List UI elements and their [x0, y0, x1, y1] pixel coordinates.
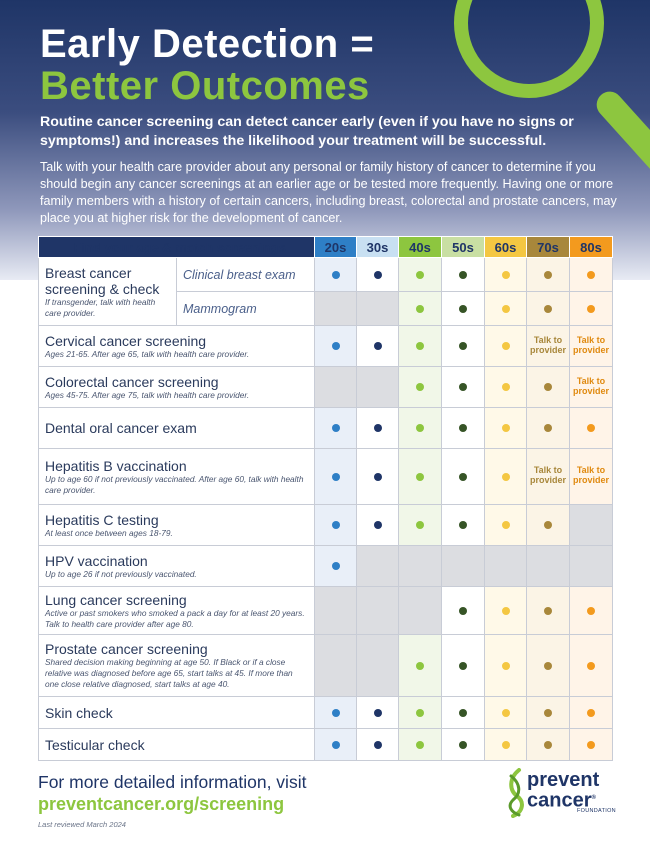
screening-note: At least once between ages 18-79. — [45, 527, 173, 538]
talk-to-provider-label: Talk to provider — [573, 465, 610, 485]
recommended-dot — [502, 662, 510, 670]
recommended-dot — [587, 662, 595, 670]
recommended-dot — [544, 424, 552, 432]
table-heading: Find your age & match screenings — [39, 237, 315, 258]
recommended-dot — [544, 741, 552, 749]
not-applicable-cell — [357, 635, 399, 697]
screening-note: Up to age 26 if not previously vaccinated. — [45, 568, 197, 579]
recommended-dot — [416, 271, 424, 279]
recommended-dot — [587, 709, 595, 717]
recommended-dot — [459, 305, 467, 313]
mammogram-label: Mammogram — [177, 292, 315, 326]
recommended-dot — [374, 521, 382, 529]
prevent-cancer-logo — [505, 768, 615, 820]
recommended-dot — [416, 709, 424, 717]
age-header-20s: 20s — [315, 237, 357, 258]
not-applicable-cell — [357, 292, 399, 326]
title-line-1: Early Detection = — [40, 22, 375, 66]
screening-note: Ages 45-75. After age 75, talk with health care provider. — [45, 389, 250, 400]
recommended-dot — [332, 342, 340, 350]
table-row — [39, 367, 613, 408]
age-header-60s: 60s — [485, 237, 527, 258]
recommended-dot — [374, 741, 382, 749]
table-row — [39, 408, 613, 449]
recommended-dot — [502, 342, 510, 350]
recommended-dot — [374, 342, 382, 350]
recommended-dot — [459, 741, 467, 749]
recommended-dot — [587, 271, 595, 279]
recommended-dot — [459, 424, 467, 432]
recommended-dot — [416, 473, 424, 481]
recommended-dot — [416, 521, 424, 529]
screening-note: Up to age 60 if not previously vaccinated. After age 60, talk with health care provider. — [45, 473, 304, 495]
recommended-dot — [544, 607, 552, 615]
recommended-dot — [374, 424, 382, 432]
table-row — [39, 635, 613, 697]
screening-note: Active or past smokers who smoked a pack a day for at least 20 years. Talk to health care provider after age 80. — [45, 607, 305, 629]
age-header-30s: 30s — [357, 237, 399, 258]
screening-name: Breast cancer screening & check — [45, 264, 160, 297]
table-row — [39, 449, 613, 505]
body-paragraph: Talk with your health care provider about any personal or family history of cancer to determine if you should begin any cancer screenings at an earlier age or be tested more frequently. Having one or more family members with a history of certain cancers, including breast, colorectal and prostate cancers, may place you at higher risk for the development of cancer. — [40, 160, 617, 225]
recommended-dot — [332, 521, 340, 529]
recommended-dot — [544, 521, 552, 529]
recommended-dot — [502, 709, 510, 717]
screening-name: Prostate cancer screening — [45, 641, 208, 657]
recommended-dot — [502, 521, 510, 529]
age-header-80s: 80s — [570, 237, 613, 258]
recommended-dot — [374, 709, 382, 717]
title-line-2: Better Outcomes — [40, 64, 370, 108]
recommended-dot — [332, 473, 340, 481]
recommended-dot — [332, 741, 340, 749]
logo-word-foundation: FOUNDATION — [577, 808, 616, 814]
recommended-dot — [459, 473, 467, 481]
recommended-dot — [587, 424, 595, 432]
breast-screening-cell — [39, 258, 177, 326]
age-header-50s: 50s — [442, 237, 485, 258]
recommended-dot — [502, 383, 510, 391]
recommended-dot — [332, 424, 340, 432]
screening-name: Hepatitis C testing — [45, 511, 159, 528]
recommended-dot — [544, 662, 552, 670]
screening-note: If transgender, talk with health care provider. — [45, 296, 156, 318]
footer-info-text: For more detailed information, visit — [38, 772, 307, 792]
screening-name: HPV vaccination — [45, 552, 148, 569]
not-applicable-cell — [570, 505, 613, 546]
recommended-dot — [587, 741, 595, 749]
screening-name: Dental oral cancer exam — [45, 420, 197, 436]
recommended-dot — [502, 424, 510, 432]
table-header-row — [39, 237, 613, 258]
recommended-dot — [459, 709, 467, 717]
logo-word-prevent: prevent — [527, 769, 600, 791]
last-reviewed-date: Last reviewed March 2024 — [38, 820, 126, 829]
recommended-dot — [544, 305, 552, 313]
table-row — [39, 697, 613, 729]
recommended-dot — [459, 607, 467, 615]
recommended-dot — [502, 305, 510, 313]
screening-name: Lung cancer screening — [45, 591, 187, 608]
not-applicable-cell — [315, 292, 357, 326]
recommended-dot — [416, 662, 424, 670]
screening-name: Colorectal cancer screening — [45, 373, 219, 390]
talk-to-provider-label: Talk to provider — [573, 375, 610, 396]
screening-name: Cervical cancer screening — [45, 332, 207, 349]
recommended-dot — [459, 383, 467, 391]
age-header-40s: 40s — [399, 237, 442, 258]
recommended-dot — [459, 521, 467, 529]
not-applicable-cell — [315, 635, 357, 697]
recommended-dot — [587, 305, 595, 313]
table-row — [39, 729, 613, 761]
table-row — [39, 326, 613, 367]
recommended-dot — [332, 271, 340, 279]
screening-name: Hepatitis B vaccination — [45, 457, 187, 474]
recommended-dot — [544, 709, 552, 717]
recommended-dot — [459, 662, 467, 670]
recommended-dot — [416, 383, 424, 391]
table-row — [39, 587, 613, 635]
recommended-dot — [502, 741, 510, 749]
not-applicable-cell — [527, 546, 570, 587]
recommended-dot — [459, 271, 467, 279]
screening-note: Ages 21-65. After age 65, talk with health care provider. — [45, 348, 250, 359]
recommended-dot — [502, 607, 510, 615]
recommended-dot — [416, 424, 424, 432]
table-row — [39, 546, 613, 587]
table-row — [39, 258, 613, 292]
logo-word-cancer: cancer® — [527, 789, 596, 812]
not-applicable-cell — [357, 587, 399, 635]
not-applicable-cell — [399, 587, 442, 635]
talk-to-provider-label: Talk to provider — [530, 465, 567, 485]
talk-to-provider-label: Talk to provider — [530, 334, 567, 355]
footer-link[interactable]: preventcancer.org/screening — [38, 794, 285, 814]
age-header-70s: 70s — [527, 237, 570, 258]
recommended-dot — [416, 305, 424, 313]
not-applicable-cell — [570, 546, 613, 587]
recommended-dot — [502, 473, 510, 481]
ribbon-icon — [505, 768, 527, 818]
recommended-dot — [544, 383, 552, 391]
not-applicable-cell — [357, 546, 399, 587]
not-applicable-cell — [315, 587, 357, 635]
table-row — [39, 505, 613, 546]
recommended-dot — [502, 271, 510, 279]
screening-note: Shared decision making beginning at age 50. If Black or if a close relative was diagnosed before age 65, start talks at 45. If more than one close relative diagnosed, start talks at age 40. — [45, 657, 293, 689]
talk-to-provider-label: Talk to provider — [573, 334, 610, 355]
lead-paragraph: Routine cancer screening can detect cancer early (even if you have no signs or symptoms!) and increases the likelihood your treatment will be successful. — [40, 114, 574, 149]
recommended-dot — [416, 741, 424, 749]
recommended-dot — [587, 607, 595, 615]
recommended-dot — [416, 342, 424, 350]
screening-name: Skin check — [45, 704, 113, 721]
not-applicable-cell — [357, 367, 399, 408]
not-applicable-cell — [485, 546, 527, 587]
screening-name: Testicular check — [45, 736, 145, 753]
clinical-breast-exam-label: Clinical breast exam — [177, 258, 315, 292]
not-applicable-cell — [442, 546, 485, 587]
recommended-dot — [374, 473, 382, 481]
not-applicable-cell — [315, 367, 357, 408]
recommended-dot — [332, 562, 340, 570]
recommended-dot — [544, 271, 552, 279]
recommended-dot — [374, 271, 382, 279]
recommended-dot — [459, 342, 467, 350]
screening-table — [38, 236, 613, 761]
not-applicable-cell — [399, 546, 442, 587]
recommended-dot — [332, 709, 340, 717]
